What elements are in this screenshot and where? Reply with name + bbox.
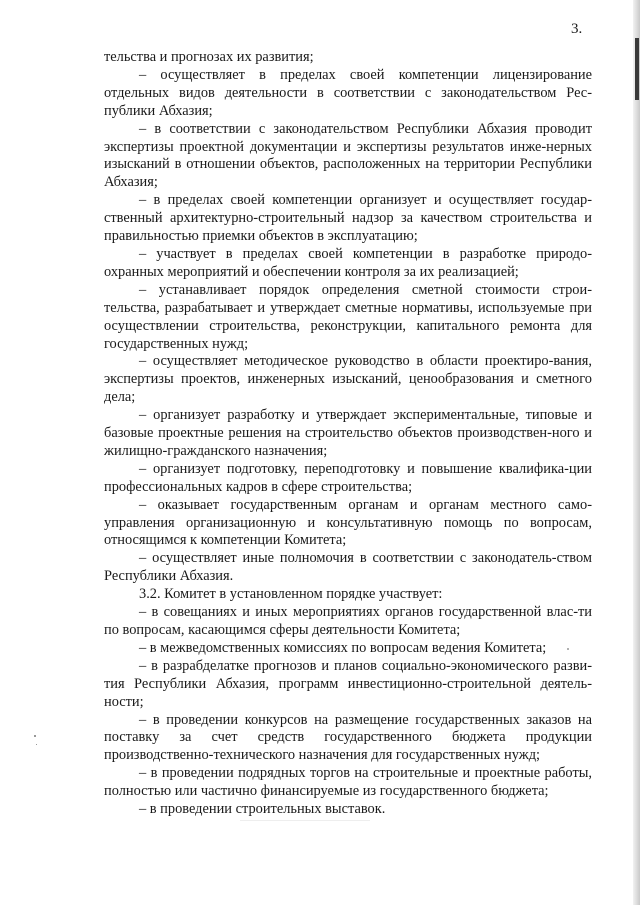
paragraph: – осуществляет иные полномочия в соответствии с законодатель-ством Республики Абхазия. — [104, 550, 592, 585]
page-number: 3. — [571, 21, 583, 37]
section-heading: 3.2. Комитет в установленном порядке участвует: — [139, 586, 443, 603]
scan-speck — [36, 744, 37, 745]
paragraph: – в проведении подрядных торгов на строительные и проектные работы, полностью или частично финансируемые из государственного бюджета; — [104, 765, 592, 800]
paragraph: – в межведомственных комиссиях по вопросам ведения Комитета; — [139, 639, 547, 656]
scan-speck — [567, 648, 569, 650]
paragraph: – участвует в пределах своей компетенции в разработке природо-охранных мероприятий и обеспечении контроля за их реализацией; — [104, 245, 592, 280]
document-body — [104, 49, 592, 819]
paragraph: – устанавливает порядок определения сметной стоимости строи-тельства, разрабатывает и утверждает сметные нормативы, используемые при осуществлении строительства, реконструкции, капитального ремонта для государственных нужд; — [104, 281, 592, 352]
paragraph: – в соответствии с законодательством Республики Абхазия проводит экспертизы проектной документации и экспертизы результатов инже-нерных изысканий в отношении объектов, расположенных на территории Республики Абхазия; — [104, 120, 592, 191]
scan-artifact-line — [240, 820, 370, 821]
paragraph: – в проведении строительных выставок. — [139, 801, 386, 818]
page-edge-shadow — [633, 0, 640, 905]
paragraph: – осуществляет в пределах своей компетенции лицензирование отдельных видов деятельности в соответствии с законодательством Рес-публики Абхазия; — [104, 66, 592, 119]
paragraph: – в пределах своей компетенции организует и осуществляет государ-ственный архитектурно-строительный надзор за качеством строительства и правильностью приемки объектов в эксплуатацию; — [104, 192, 592, 245]
scan-edge-mark — [635, 38, 639, 100]
paragraph: – оказывает государственным органам и органам местного само-управления организационную и консультативную помощь по вопросам, относящимся к компетенции Комитета; — [104, 496, 592, 549]
paragraph: – в разрабделатке прогнозов и планов социально-экономического разви-тия Республики Абхазия, программ инвестиционно-строительной деятель-ности; — [104, 657, 592, 710]
paragraph: – в проведении конкурсов на размещение государственных заказов на поставку за счет средств государственного бюджета продукции производственно-технического назначения для государственных нужд; — [104, 711, 592, 764]
paragraph: тельства и прогнозах их развития; — [104, 49, 314, 65]
paragraph: – организует подготовку, переподготовку и повышение квалифика-ции профессиональных кадров в сфере строительства; — [104, 460, 592, 495]
paragraph: – организует разработку и утверждает экспериментальные, типовые и базовые проектные решения на строительство объектов производствен-ного и жилищно-гражданского назначения; — [104, 407, 592, 459]
scan-speck — [34, 735, 36, 737]
paragraph: – в совещаниях и иных мероприятиях органов государственной влас-ти по вопросам, касающимся сферы деятельности Комитета; — [104, 604, 592, 638]
paragraph: – осуществляет методическое руководство в области проектиро-вания, экспертизы проектов, инженерных изысканий, ценообразования и сметного дела; — [104, 353, 592, 406]
